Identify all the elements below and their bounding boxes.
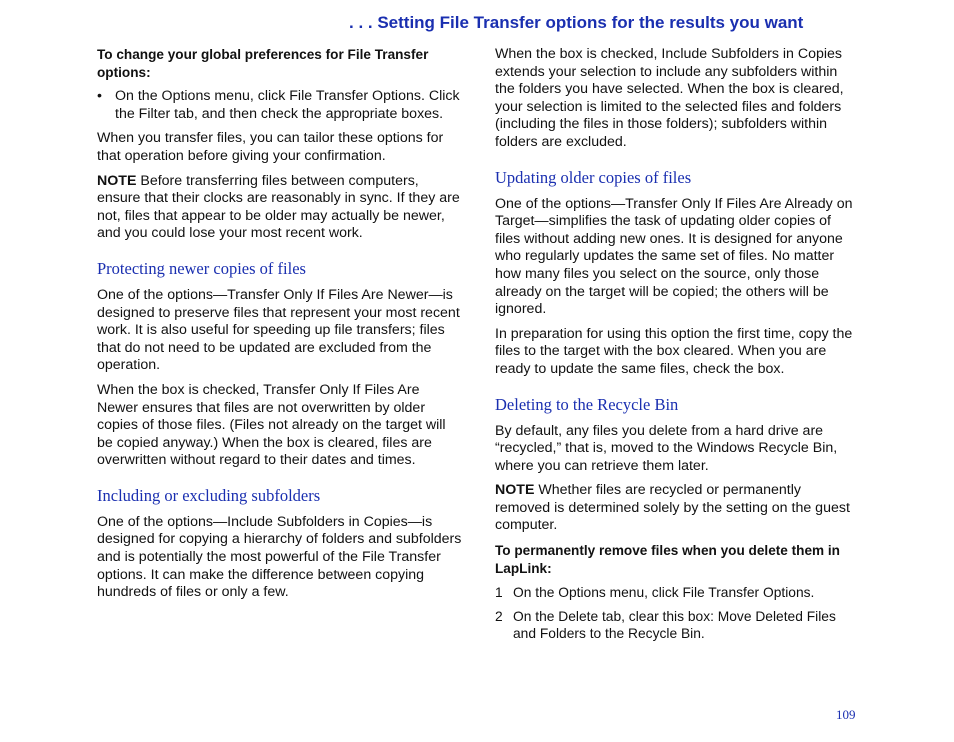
right-column bbox=[495, 46, 860, 649]
paragraph: When the box is checked, Transfer Only If Files Are Newer ensures that files are not overwritten by older copies of those files. (Files not already on the target will be copied anyway.) When the box is cleared, files are overwritten without regard to their dates and times. bbox=[97, 381, 446, 469]
step-text: On the Delete tab, clear this box: Move Deleted Files and Folders to the Recycle Bin. bbox=[513, 608, 836, 642]
note-text: Whether files are recycled or permanently removed is determined solely by the setting on the guest computer. bbox=[495, 482, 850, 534]
paragraph: When the box is checked, Include Subfolders in Copies extends your selection to include any subfolders within the folders you have selected. When the box is cleared, your selection is limited to the selected files and folders (including the files in those folders); subfolders within folders are excluded. bbox=[495, 46, 844, 150]
paragraph: By default, any files you delete from a hard drive are “recycled,” that is, moved to the Windows Recycle Bin, where you can retrieve them later. bbox=[495, 422, 838, 474]
step-number: 1 bbox=[495, 585, 503, 601]
bullet-text: On the Options menu, click File Transfer Options. Click the Filter tab, and then check the appropriate boxes. bbox=[115, 88, 460, 122]
section-heading-subfolders: Including or excluding subfolders bbox=[97, 485, 321, 505]
paragraph: One of the options—Include Subfolders in Copies—is designed for copying a hierarchy of folders and subfolders and is potentially the most powerful of the File Transfer options. It can make the difference between copying hundreds of files or only a few. bbox=[97, 513, 462, 601]
note bbox=[97, 173, 463, 243]
note-label: NOTE bbox=[97, 172, 137, 189]
note bbox=[495, 482, 860, 535]
bullet-item bbox=[97, 88, 463, 123]
page-number: 109 bbox=[836, 707, 856, 722]
step-item bbox=[495, 584, 860, 602]
paragraph: When you transfer files, you can tailor these options for that operation before giving your confirmation. bbox=[97, 130, 444, 164]
procedure-lead: To permanently remove files when you delete them in LapLink: bbox=[495, 543, 840, 576]
procedure-lead: To change your global preferences for File Transfer options: bbox=[97, 47, 429, 80]
section-heading-recycle-bin: Deleting to the Recycle Bin bbox=[495, 394, 679, 414]
note-label: NOTE bbox=[495, 482, 535, 499]
paragraph: One of the options—Transfer Only If Files Are Newer—is designed to preserve files that represent your most recent work. It is also useful for speeding up file transfers; files that do not need to be updated are excluded from the operation. bbox=[97, 286, 460, 374]
bullet-mark: • bbox=[97, 88, 102, 105]
step-text: On the Options menu, click File Transfer Options. bbox=[513, 585, 815, 601]
paragraph: One of the options—Transfer Only If Files Are Already on Target—simplifies the task of updating older copies of files without adding new ones. It is designed for anyone who regularly updates the same set of files. No matter how many files you select on the source, only those already on the target will be copied; the others will be ignored. bbox=[495, 195, 853, 318]
step-item bbox=[495, 608, 860, 643]
section-heading-updating: Updating older copies of files bbox=[495, 167, 692, 187]
note-text: Before transferring files between computers, ensure that their clocks are reasonably in sync. If they are not, files that appear to be older may actually be newer, and you could lose your most recent work. bbox=[97, 172, 460, 242]
section-heading-protecting: Protecting newer copies of files bbox=[97, 258, 306, 278]
paragraph: In preparation for using this option the first time, copy the files to the target with the box cleared. When you are ready to update the same files, check the box. bbox=[495, 325, 853, 377]
step-number: 2 bbox=[495, 608, 503, 624]
page-title: . . . Setting File Transfer options for the results you want bbox=[349, 13, 804, 32]
left-column bbox=[97, 46, 463, 609]
